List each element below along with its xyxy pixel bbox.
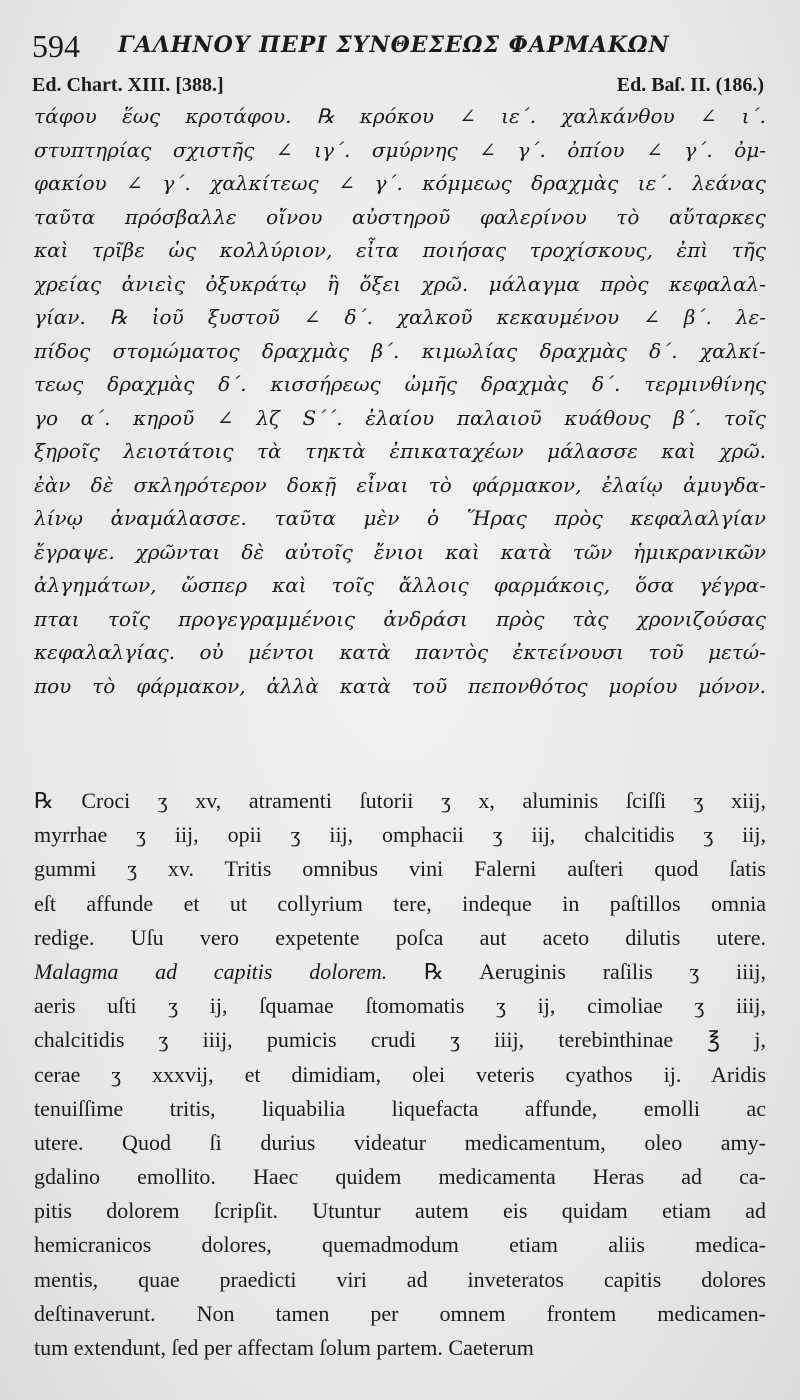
latin-line: tenuiſſime tritis, liquabilia liquefacta affunde, emolli ac [34, 1095, 766, 1121]
greek-line: τάφου ἕως κροτάφου. ℞ κρόκου ∠ ιε΄. χαλκάνθου ∠ ι΄. [34, 104, 766, 128]
greek-line: γίαν. ℞ ἰοῦ ξυστοῦ ∠ δ΄. χαλκοῦ κεκαυμένου ∠ β΄. λε- [34, 305, 766, 329]
page-header [32, 24, 768, 68]
latin-line: pitis dolorem ſcripſit. Utuntur autem eis quidam etiam ad [34, 1198, 766, 1224]
latin-line: gummi ʒ xv. Tritis omnibus vini Falerni auſteri quod ſatis [34, 856, 766, 882]
latin-line: ℞ Croci ʒ xv, atramenti ſutorii ʒ x, aluminis ſciſſi ʒ xiij, [34, 788, 766, 813]
latin-line: utere. Quod ſi durius videatur medicamentum, oleo amy- [34, 1129, 766, 1155]
section-heading: Malagma ad capitis dolorem. [34, 958, 388, 984]
greek-line: γο α΄. κηροῦ ∠ λζ S΄΄. ἐλαίου παλαιοῦ κυάθους β΄. τοῖς [34, 405, 766, 430]
greek-line: λίνῳ ἀναμάλασσε. ταῦτα μὲν ὁ Ἥρας πρὸς κεφαλαλγίαν [34, 506, 766, 530]
page-number: 594 [32, 28, 80, 64]
latin-line: Malagma ad capitis dolorem. ℞ Aeruginis raſilis ʒ iiij, [34, 958, 766, 984]
latin-line: tum extendunt, ſed per affectam ſolum partem. Caeterum [34, 1335, 534, 1360]
greek-line: κεφαλαλγίας. οὐ μέντοι κατὰ παντὸς ἐκτείνουσι τοῦ μετώ- [34, 640, 766, 664]
greek-line: που τὸ φάρμακον, ἀλλὰ κατὰ τοῦ πεπονθότος μορίου μόνον. [34, 673, 766, 698]
latin-line: redige. Uſu vero expetente poſca aut aceto dilutis utere. [34, 924, 766, 950]
greek-line: τεως δραχμὰς δ΄. κισσήρεως ὠμῆς δραχμὰς δ΄. τερμινθίνης [34, 372, 766, 396]
latin-line: gdalino emollito. Haec quidem medicamenta Heras ad ca- [34, 1164, 766, 1190]
edition-basel: Ed. Baſ. II. (186.) [616, 74, 764, 96]
greek-line: ἐὰν δὲ σκληρότερον δοκῇ εἶναι τὸ φάρμακον, ἐλαίῳ ἀμυγδα- [34, 472, 766, 497]
latin-line: aeris uſti ʒ ij, ſquamae ſtomomatis ʒ ij, cimoliae ʒ iiij, [34, 993, 766, 1019]
latin-line: deſtinaverunt. Non tamen per omnem frontem medicamen- [34, 1300, 766, 1326]
latin-line: eſt affunde et ut collyrium tere, indeque in paſtillos omnia [34, 890, 766, 916]
greek-line: ἔγραψε. χρῶνται δὲ αὐτοῖς ἔνιοι καὶ κατὰ τῶν ἡμικρανικῶν [34, 539, 766, 564]
greek-line: καὶ τρῖβε ὡς κολλύριον, εἶτα ποιήσας τροχίσκους, ἐπὶ τῆς [34, 238, 766, 262]
greek-line: ἀλγημάτων, ὥσπερ καὶ τοῖς ἄλλοις φαρμάκοις, ὅσα γέγρα- [34, 573, 766, 597]
greek-text-block [34, 100, 766, 703]
latin-line: chalcitidis ʒ iiij, pumicis crudi ʒ iiij, terebinthinae ℥ j, [34, 1027, 766, 1053]
running-title: ΓΑΛΗΝΟΥ ΠΕΡΙ ΣΥΝΘΕΣΕΩΣ ΦΑΡΜΑΚΩΝ [118, 32, 670, 58]
latin-line: myrrhae ʒ iij, opii ʒ iij, omphacii ʒ iij, chalcitidis ʒ iij, [34, 822, 766, 848]
greek-line: πται τοῖς προγεγραμμένοις ἀνδράσι πρὸς τὰς χρονιζούσας [34, 606, 766, 631]
greek-line: ξηροῖς λειοτάτοις τὰ τηκτὰ ἐπικαταχέων μάλασσε καὶ χρῶ. [34, 439, 766, 463]
greek-line: φακίου ∠ γ΄. χαλκίτεως ∠ γ΄. κόμμεως δραχμὰς ιε΄. λεάνας [34, 171, 766, 195]
greek-line: χρείας ἀνιεὶς ὀξυκράτῳ ἢ ὄξει χρῶ. μάλαγμα πρὸς κεφαλαλ- [34, 271, 766, 296]
latin-line: hemicranicos dolores, quemadmodum etiam aliis medica- [34, 1232, 766, 1258]
greek-line: στυπτηρίας σχιστῆς ∠ ιγ΄. σμύρνης ∠ γ΄. ὀπίου ∠ γ΄. ὀμ- [34, 137, 766, 162]
edition-references [32, 74, 764, 100]
greek-line: πίδος στομώματος δραχμὰς β΄. κιμωλίας δραχμὰς δ΄. χαλκί- [34, 338, 766, 363]
latin-line: mentis, quae praedicti viri ad inveteratos capitis dolores [34, 1266, 766, 1292]
greek-line: ταῦτα πρόσβαλλε οἴνου αὐστηροῦ φαλερίνου τὸ αὔταρκες [34, 204, 766, 229]
latin-text-block [34, 784, 766, 1365]
edition-chartier: Ed. Chart. XIII. [388.] [32, 74, 224, 96]
latin-line: cerae ʒ xxxvij, et dimidiam, olei veteris cyathos ij. Aridis [34, 1061, 766, 1087]
